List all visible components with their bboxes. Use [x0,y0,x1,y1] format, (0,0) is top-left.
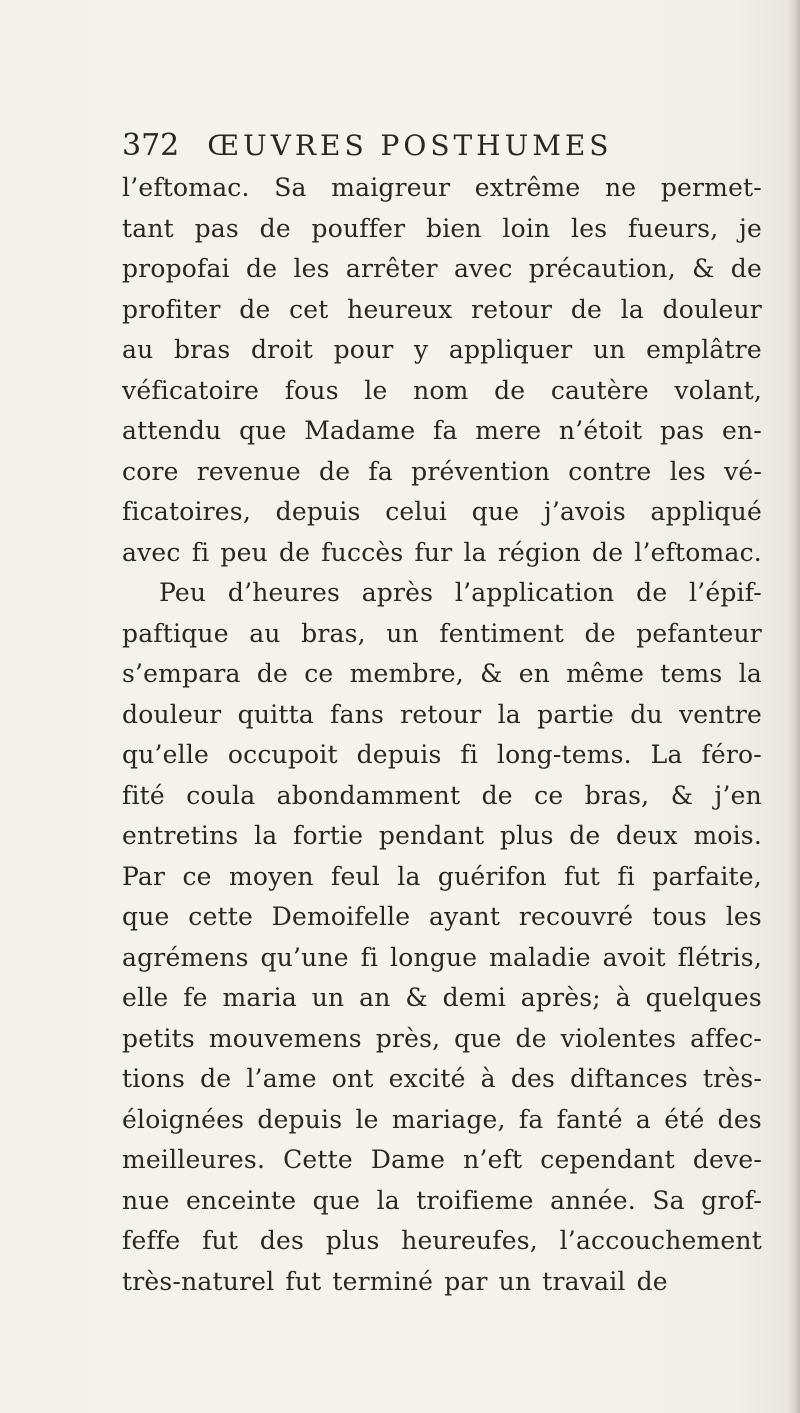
text-line: véficatoire fous le nom de cautère volant, [122,375,762,405]
text-line: Peu d’heures après l’application de l’épif- [159,578,762,607]
text-line: douleur quitta fans retour la partie du ventre [122,699,762,729]
text-line: Par ce moyen feul la guérifon fut fi parfaite, [122,861,762,891]
page-number: 372 [122,128,180,163]
text-line: qu’elle occupoit depuis fi long-tems. La féro- [122,740,762,769]
text-line: tions de l’ame ont excité à des diftances très- [122,1064,762,1093]
text-line: meilleures. Cette Dame n’eft cependant deve- [122,1145,762,1174]
text-line: tant pas de pouffer bien loin les fueurs, je [122,213,762,243]
text-line: fité coula abondamment de ce bras, & j’en [122,780,762,810]
text-line: l’eftomac. Sa maigreur extrême ne permet- [122,173,762,202]
text-line: avec fi peu de fuccès fur la région de l’eftomac. [122,537,762,567]
text-line: elle fe maria un an & demi après; à quelques [122,983,762,1012]
text-line: entretins la fortie pendant plus de deux mois. [122,821,762,850]
text-line: profiter de cet heureux retour de la douleur [122,294,762,324]
text-line: core revenue de fa prévention contre les vé- [122,456,762,486]
text-line: nue enceinte que la troifieme année. Sa grof- [122,1185,762,1215]
text-line: au bras droit pour y appliquer un emplâtre [122,335,762,364]
text-body [122,168,762,1302]
text-line: feffe fut des plus heureufes, l’accouchement [122,1226,762,1255]
text-line: petits mouvemens près, que de violentes affec- [122,1023,762,1053]
text-line: éloignées depuis le mariage, fa fanté a été des [122,1104,762,1134]
text-line: agrémens qu’une fi longue maladie avoit flétris, [122,942,762,972]
text-line: attendu que Madame fa mere n’étoit pas en- [122,416,762,445]
text-line: paftique au bras, un fentiment de pefanteur [122,618,762,648]
running-head-title: ŒUVRES POSTHUMES [207,129,613,162]
text-line: propofai de les arrêter avec précaution, & de [122,254,762,283]
text-line: s’empara de ce membre, & en même tems la [122,659,762,688]
text-line: ficatoires, depuis celui que j’avois appliqué [122,497,762,526]
page-edge-shadow [786,0,800,1413]
running-head [122,128,682,168]
text-line: très-naturel fut terminé par un travail de [122,1266,668,1296]
text-line: que cette Demoifelle ayant recouvré tous les [122,902,762,931]
